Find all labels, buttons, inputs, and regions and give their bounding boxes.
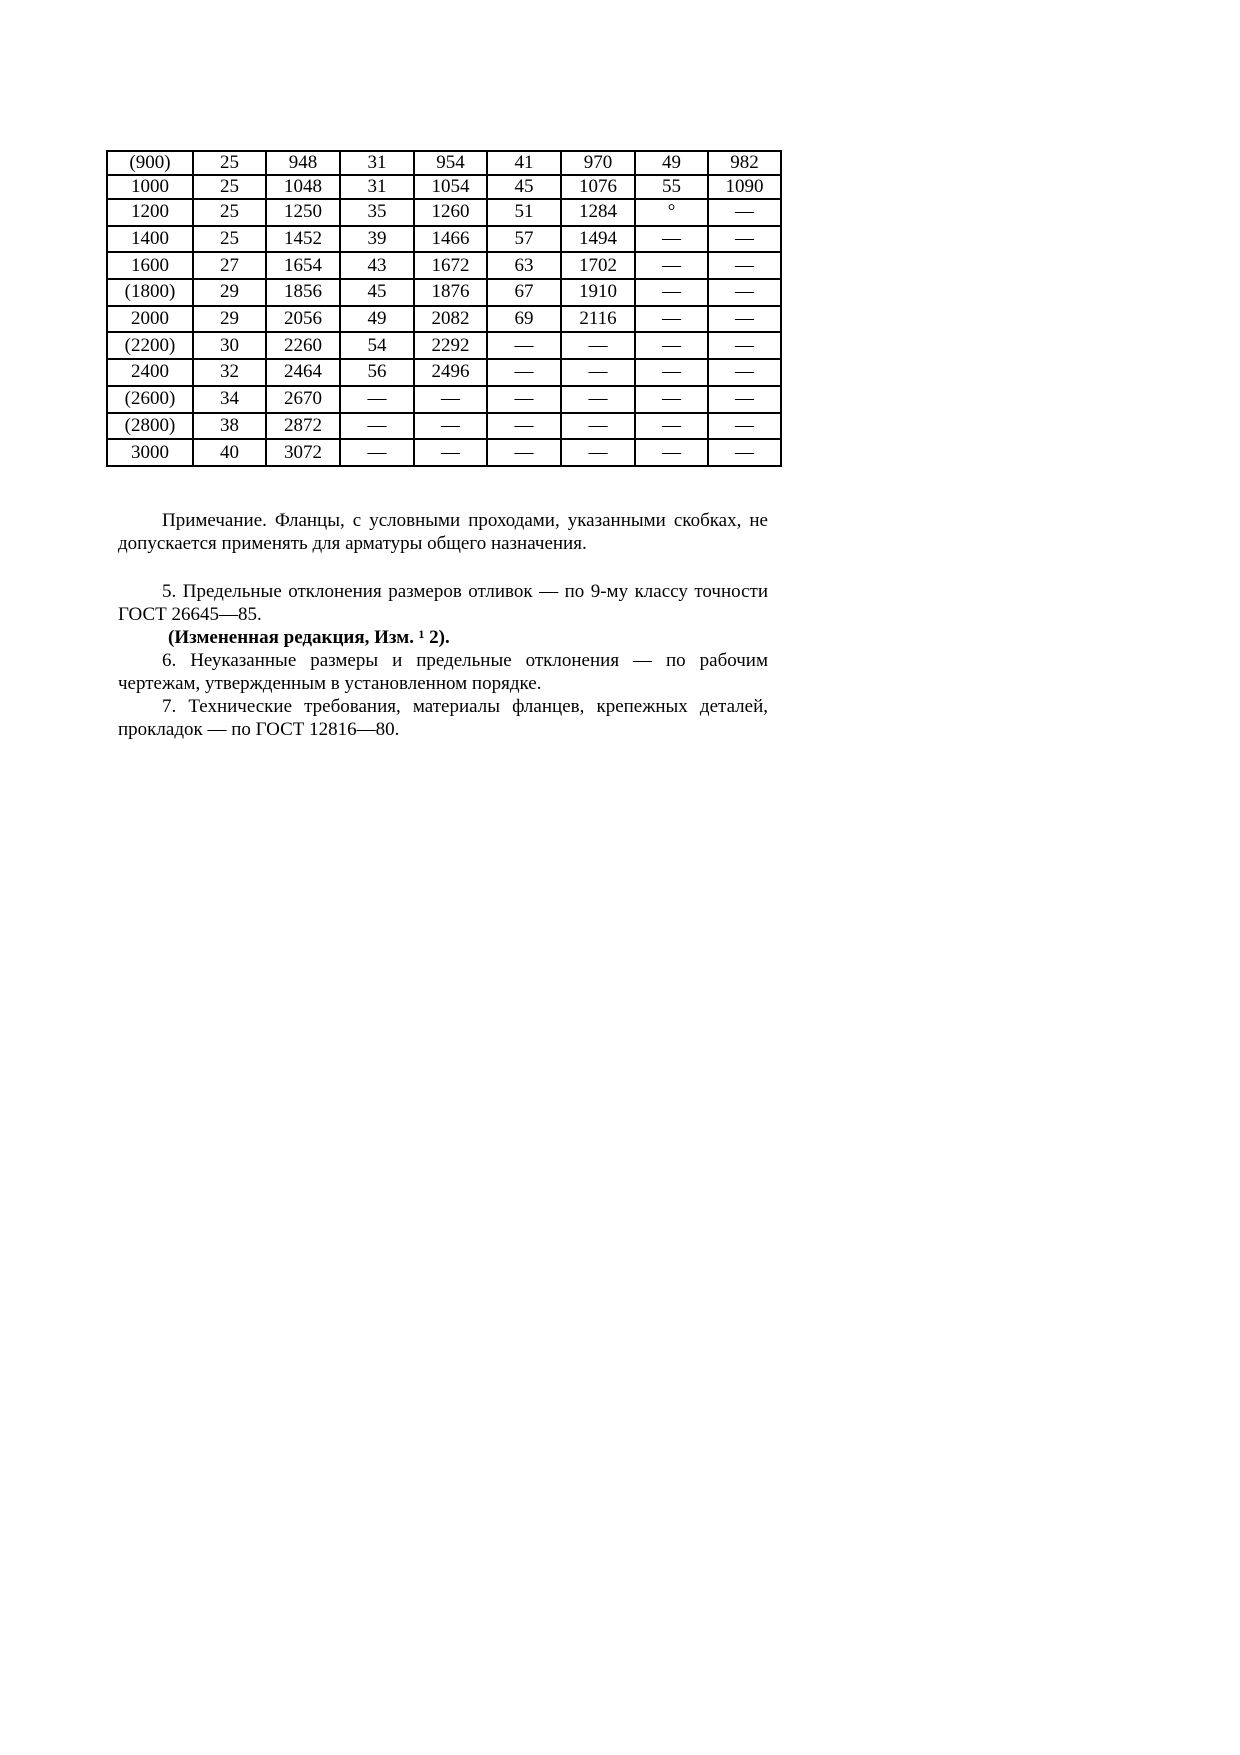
table-cell: (2600): [107, 386, 193, 413]
table-cell: 27: [193, 252, 266, 279]
table-cell: —: [708, 199, 781, 226]
table-cell: (2800): [107, 413, 193, 440]
table-cell: (900): [107, 151, 193, 175]
table-cell: 1452: [266, 226, 340, 253]
table-cell: 1284: [561, 199, 635, 226]
table-cell: 67: [487, 279, 561, 306]
table-cell: 2464: [266, 359, 340, 386]
requirements-list: [118, 580, 768, 741]
table-cell: —: [635, 332, 708, 359]
table-cell: —: [708, 332, 781, 359]
table-cell: 1200: [107, 199, 193, 226]
table-cell: 1048: [266, 175, 340, 199]
table-cell: —: [635, 359, 708, 386]
table-cell: —: [635, 439, 708, 466]
table-cell: 2400: [107, 359, 193, 386]
table-row: [107, 151, 781, 175]
table-cell: 1000: [107, 175, 193, 199]
table-cell: —: [708, 359, 781, 386]
table-cell: —: [561, 386, 635, 413]
table-cell: 2670: [266, 386, 340, 413]
table-cell: —: [487, 359, 561, 386]
table-cell: 1076: [561, 175, 635, 199]
table-cell: —: [708, 306, 781, 333]
table-row: [107, 413, 781, 440]
table-cell: (1800): [107, 279, 193, 306]
table-cell: —: [708, 386, 781, 413]
table-cell: 49: [340, 306, 414, 333]
table-cell: —: [635, 252, 708, 279]
table-cell: 38: [193, 413, 266, 440]
table-cell: 25: [193, 175, 266, 199]
table-cell: 954: [414, 151, 487, 175]
item-6-paragraph: 6. Неуказанные размеры и предельные отклонения — по рабочим чертежам, утвержденным в установленном порядке.: [118, 650, 768, 694]
table-cell: 970: [561, 151, 635, 175]
table-cell: 2082: [414, 306, 487, 333]
table-row: [107, 306, 781, 333]
table-cell: 56: [340, 359, 414, 386]
table-cell: 40: [193, 439, 266, 466]
table-cell: 2496: [414, 359, 487, 386]
table-cell: 2116: [561, 306, 635, 333]
table-cell: 1600: [107, 252, 193, 279]
table-cell: 32: [193, 359, 266, 386]
table-cell: 982: [708, 151, 781, 175]
table-row: [107, 199, 781, 226]
table-cell: 54: [340, 332, 414, 359]
table-row: [107, 359, 781, 386]
table-cell: 30: [193, 332, 266, 359]
table-cell: 29: [193, 279, 266, 306]
table-cell: 57: [487, 226, 561, 253]
table-cell: —: [635, 279, 708, 306]
table-cell: 25: [193, 151, 266, 175]
table-row: [107, 386, 781, 413]
table-cell: 55: [635, 175, 708, 199]
table-cell: —: [487, 332, 561, 359]
table-cell: 29: [193, 306, 266, 333]
table-cell: —: [561, 332, 635, 359]
table-cell: 31: [340, 175, 414, 199]
table-cell: 35: [340, 199, 414, 226]
table-cell: 1054: [414, 175, 487, 199]
table-cell: 2292: [414, 332, 487, 359]
table-cell: —: [708, 252, 781, 279]
table-cell: 1910: [561, 279, 635, 306]
table-cell: 2056: [266, 306, 340, 333]
table-cell: —: [414, 386, 487, 413]
table-cell: 1856: [266, 279, 340, 306]
note-block: [118, 509, 768, 555]
table-cell: 69: [487, 306, 561, 333]
table-cell: —: [635, 386, 708, 413]
table-cell: —: [340, 413, 414, 440]
table-cell: 51: [487, 199, 561, 226]
table-cell: —: [635, 306, 708, 333]
table-cell: —: [414, 413, 487, 440]
table-cell: —: [561, 439, 635, 466]
table-row: [107, 332, 781, 359]
table-body: [107, 151, 781, 466]
table-cell: 39: [340, 226, 414, 253]
table-cell: —: [487, 413, 561, 440]
table-cell: 34: [193, 386, 266, 413]
table-cell: —: [708, 279, 781, 306]
table-cell: 49: [635, 151, 708, 175]
table-cell: 1400: [107, 226, 193, 253]
table-cell: 1702: [561, 252, 635, 279]
table-cell: 1494: [561, 226, 635, 253]
table-cell: —: [708, 439, 781, 466]
table-cell: 948: [266, 151, 340, 175]
table-cell: 2000: [107, 306, 193, 333]
table-cell: 1654: [266, 252, 340, 279]
table-row: [107, 252, 781, 279]
table-cell: 2260: [266, 332, 340, 359]
table-cell: 1672: [414, 252, 487, 279]
table-cell: 25: [193, 199, 266, 226]
table-cell: 1466: [414, 226, 487, 253]
table-cell: 45: [487, 175, 561, 199]
dimensions-table: [106, 150, 782, 467]
note-paragraph: Примечание. Фланцы, с условными проходами, указанными скобках, не допускается применять для арматуры общего назначения.: [118, 510, 768, 554]
table-cell: —: [635, 226, 708, 253]
table-cell: 25: [193, 226, 266, 253]
table-cell: 41: [487, 151, 561, 175]
table-row: [107, 226, 781, 253]
item-5-paragraph: 5. Предельные отклонения размеров отливок — по 9-му классу точности ГОСТ 26645—85.: [118, 581, 768, 625]
table-cell: —: [561, 359, 635, 386]
table-cell: —: [708, 413, 781, 440]
table-cell: 43: [340, 252, 414, 279]
table-cell: 31: [340, 151, 414, 175]
table-cell: 45: [340, 279, 414, 306]
table-cell: 63: [487, 252, 561, 279]
table-row: [107, 439, 781, 466]
table-cell: —: [340, 386, 414, 413]
table-cell: 1260: [414, 199, 487, 226]
item-5-revision-note: (Измененная редакция, Изм. ¹ 2).: [168, 627, 450, 648]
table-row: [107, 175, 781, 199]
table-cell: 2872: [266, 413, 340, 440]
table-cell: 1250: [266, 199, 340, 226]
table-cell: 3000: [107, 439, 193, 466]
table-row: [107, 279, 781, 306]
table-cell: —: [708, 226, 781, 253]
table-cell: 3072: [266, 439, 340, 466]
item-7-paragraph: 7. Технические требования, материалы фланцев, крепежных деталей, прокладок — по ГОСТ 12816—80.: [118, 696, 768, 740]
table-cell: —: [561, 413, 635, 440]
table-cell: (2200): [107, 332, 193, 359]
table-cell: —: [635, 413, 708, 440]
table-cell: —: [414, 439, 487, 466]
table-cell: —: [340, 439, 414, 466]
table-cell: —: [487, 439, 561, 466]
table-cell: °: [635, 199, 708, 226]
table-cell: 1090: [708, 175, 781, 199]
table-cell: 1876: [414, 279, 487, 306]
table-cell: —: [487, 386, 561, 413]
